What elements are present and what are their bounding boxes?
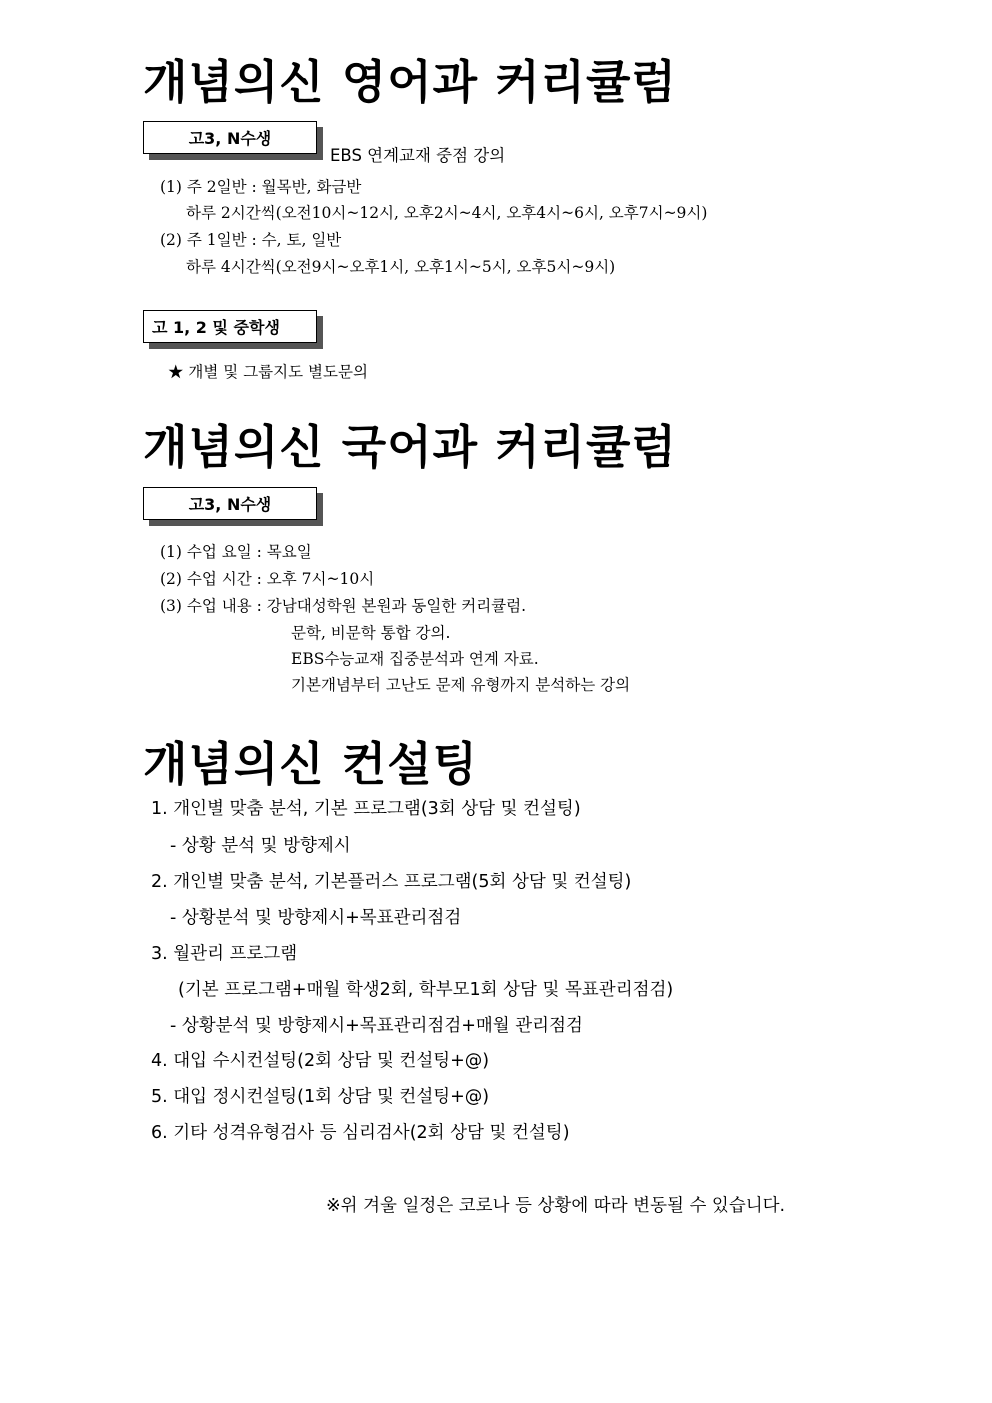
consulting-section-title: 개념의신 컨설팅 — [143, 737, 479, 791]
english-line-1: (1) 주 2일반 : 월목반, 화금반 — [160, 178, 362, 196]
english-line-2: 하루 2시간씩(오전10시~12시, 오후2시~4시, 오후4시~6시, 오후7시~9시) — [186, 204, 708, 222]
consulting-line-10: 6. 기타 성격유형검사 등 심리검사(2회 상담 및 컨설팅) — [151, 1123, 570, 1143]
korean-line-6: 기본개념부터 고난도 문제 유형까지 분석하는 강의 — [291, 676, 631, 694]
korean-line-1: (1) 수업 요일 : 목요일 — [160, 543, 312, 561]
english-line-3: (2) 주 1일반 : 수, 토, 일반 — [160, 231, 342, 249]
footer-note: ※위 겨울 일정은 코로나 등 상황에 따라 변동될 수 있습니다. — [326, 1196, 786, 1216]
korean-line-3: (3) 수업 내용 : 강남대성학원 본원과 동일한 커리큘럼. — [160, 597, 527, 615]
korean-line-5: EBS수능교재 집중분석과 연계 자료. — [291, 650, 539, 668]
korean-section-title: 개념의신 국어과 커리큘럼 — [143, 420, 677, 474]
consulting-line-4: - 상황분석 및 방향제시+목표관리점검 — [170, 908, 462, 928]
english-junior-note: ★ 개별 및 그룹지도 별도문의 — [168, 363, 368, 381]
english-section-title: 개념의신 영어과 커리큘럼 — [143, 55, 677, 109]
korean-line-2: (2) 수업 시간 : 오후 7시~10시 — [160, 570, 375, 588]
consulting-line-6: (기본 프로그램+매월 학생2회, 학부모1회 상담 및 목표관리점검) — [178, 980, 674, 1000]
english-line-4: 하루 4시간씩(오전9시~오후1시, 오후1시~5시, 오후5시~9시) — [186, 258, 616, 276]
consulting-line-5: 3. 월관리 프로그램 — [151, 944, 298, 964]
consulting-line-7: - 상황분석 및 방향제시+목표관리점검+매월 관리점검 — [170, 1016, 583, 1036]
korean-line-4: 문학, 비문학 통합 강의. — [291, 624, 451, 642]
consulting-line-3: 2. 개인별 맞춤 분석, 기본플러스 프로그램(5회 상담 및 컨설팅) — [151, 872, 632, 892]
korean-senior-tag: 고3, N수생 — [143, 487, 317, 520]
consulting-line-8: 4. 대입 수시컨설팅(2회 상담 및 컨설팅+@) — [151, 1051, 490, 1071]
consulting-line-1: 1. 개인별 맞춤 분석, 기본 프로그램(3회 상담 및 컨설팅) — [151, 799, 581, 819]
consulting-line-9: 5. 대입 정시컨설팅(1회 상담 및 컨설팅+@) — [151, 1087, 490, 1107]
english-junior-tag: 고 1, 2 및 중학생 — [143, 310, 317, 343]
consulting-line-2: - 상황 분석 및 방향제시 — [170, 836, 351, 856]
english-subtitle: EBS 연계교재 중점 강의 — [330, 146, 506, 165]
english-senior-tag: 고3, N수생 — [143, 121, 317, 154]
